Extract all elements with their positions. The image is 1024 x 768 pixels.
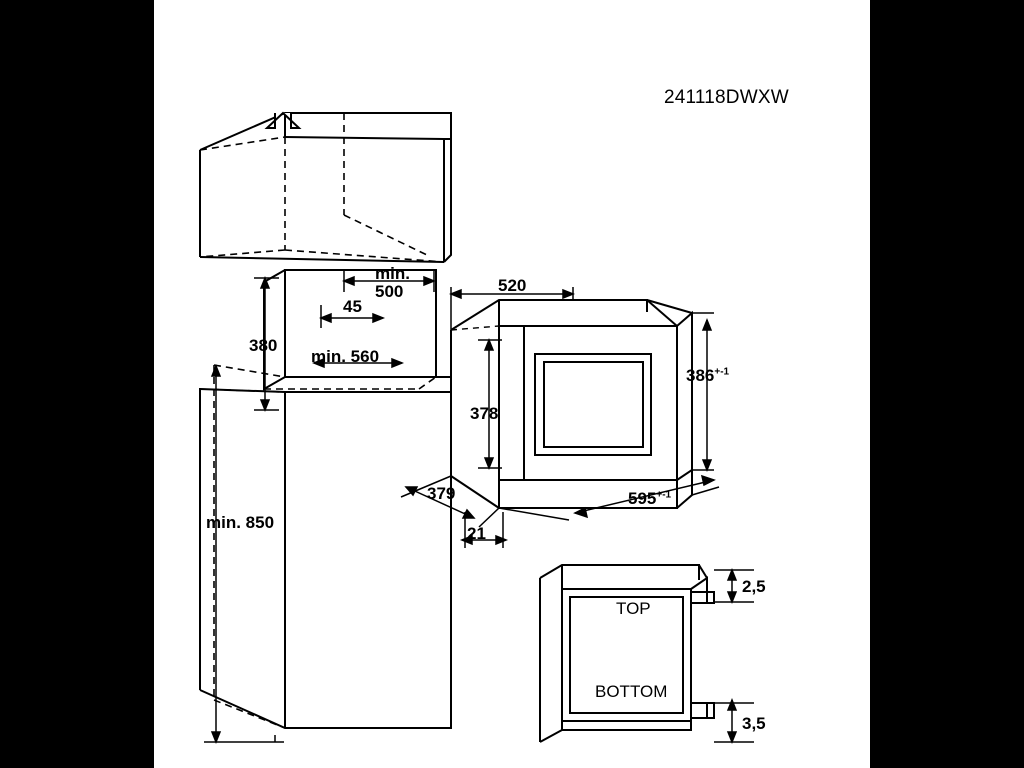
dimension-595-value: 595 — [628, 489, 657, 508]
ventilation-arrow — [267, 113, 299, 128]
cabinet-dimensions — [204, 270, 434, 742]
panel-detail-view — [540, 565, 714, 742]
dimension-386-tolerance: +-1 — [714, 366, 730, 378]
dimension-min-560: min. 560 — [311, 347, 380, 366]
dimension-min-850: min. 850 — [206, 513, 275, 532]
dimension-2-5: 2,5 — [742, 577, 766, 596]
panel-bottom-label: BOTTOM — [595, 682, 668, 701]
dimension-595 — [628, 490, 671, 508]
dimension-386-value: 386 — [686, 366, 715, 385]
dimension-21: 21 — [467, 524, 486, 543]
dimension-min-500-line1: min. — [375, 264, 410, 283]
dimension-520: 520 — [498, 276, 527, 295]
cabinet-view — [200, 113, 451, 728]
drawing-sheet — [154, 0, 870, 768]
installation-diagram — [154, 0, 870, 768]
dimension-378: 378 — [470, 404, 499, 423]
dimension-379: 379 — [427, 484, 456, 503]
model-code-label: 241118DWXW — [664, 87, 789, 108]
dimension-45: 45 — [343, 297, 362, 316]
dimension-380: 380 — [249, 336, 278, 355]
dimension-min-500-line2: 500 — [375, 282, 404, 301]
dimension-3-5: 3,5 — [742, 714, 766, 733]
dimension-595-tolerance: +-1 — [656, 489, 672, 501]
dimension-386 — [686, 367, 729, 385]
panel-top-label: TOP — [616, 599, 651, 618]
